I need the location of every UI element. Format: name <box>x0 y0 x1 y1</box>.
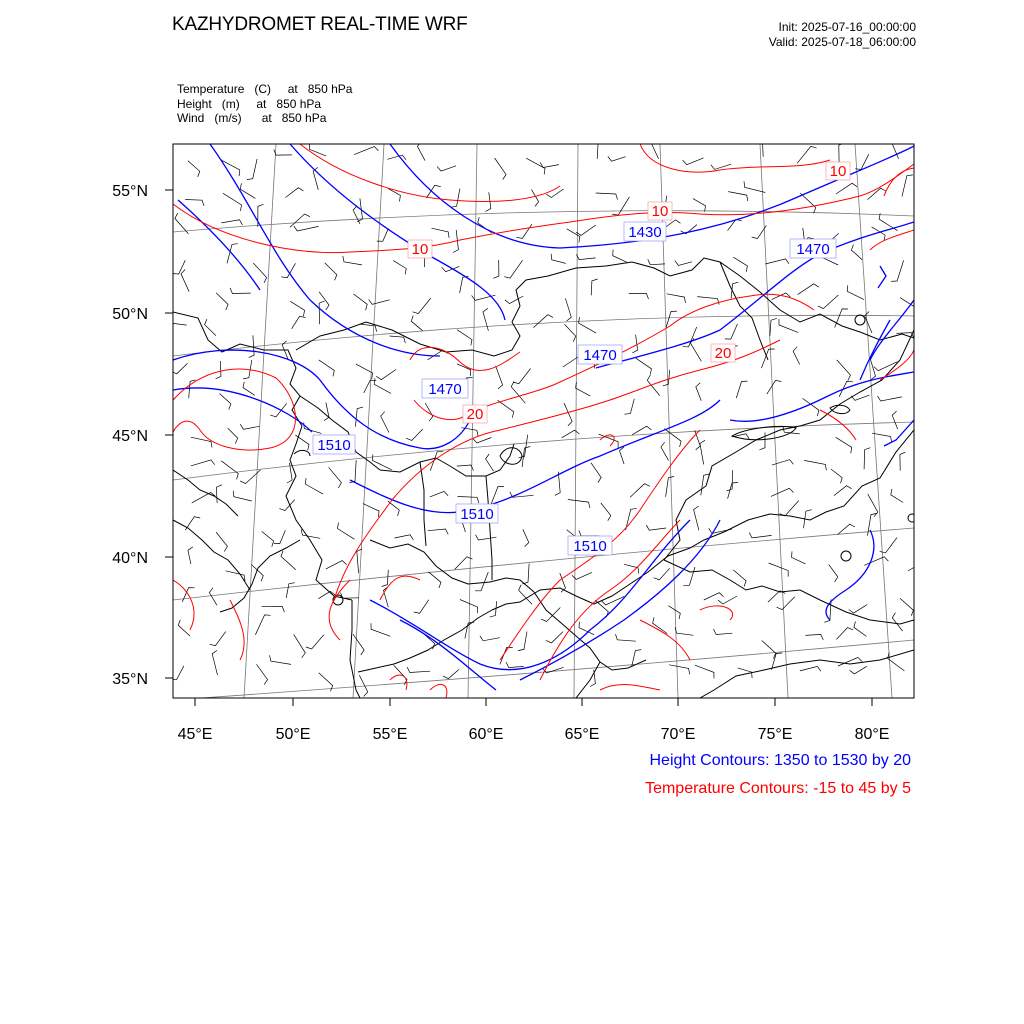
wind-barb <box>567 229 580 243</box>
wind-barb <box>831 469 842 483</box>
wind-barb <box>891 260 904 281</box>
wind-barb <box>522 447 530 467</box>
wind-barb <box>428 572 441 588</box>
wind-barb <box>532 190 539 207</box>
valid-time: Valid: 2025-07-18_06:00:00 <box>768 35 916 49</box>
wind-barb <box>209 588 217 606</box>
wind-barb <box>630 484 650 498</box>
height-label <box>790 239 836 258</box>
wind-barb <box>457 330 472 346</box>
wind-barb <box>690 338 701 361</box>
plot-frame <box>173 144 914 698</box>
lat-tick-labels <box>112 183 148 688</box>
lat-tick-label: 45°N <box>112 428 148 445</box>
wind-barb <box>847 285 864 299</box>
wind-barb <box>770 318 777 335</box>
wind-barb <box>326 561 347 569</box>
wind-barb <box>212 650 217 675</box>
wind-barb <box>417 142 425 161</box>
wind-barb <box>430 491 448 497</box>
temperature-contour-legend: Temperature Contours: -15 to 45 by 5 <box>645 780 911 797</box>
lat-tick-label: 35°N <box>112 671 148 688</box>
wind-barb <box>597 138 604 159</box>
temperature-label-text: 20 <box>714 345 732 362</box>
wind-barb <box>262 606 285 612</box>
height-label <box>313 435 355 454</box>
wind-barb <box>290 301 304 316</box>
wind-barb <box>460 600 478 614</box>
wind-barb <box>804 460 826 470</box>
wind-barb <box>838 657 862 666</box>
wind-barb <box>695 665 714 678</box>
wind-barb <box>564 403 572 426</box>
wind-barb <box>353 294 367 310</box>
wind-barb <box>767 380 782 394</box>
lon-tick-label: 65°E <box>564 726 600 743</box>
wind-barb <box>301 529 320 538</box>
wind-barb <box>596 193 618 200</box>
wind-barb <box>835 309 848 328</box>
wind-barb <box>908 561 930 571</box>
init-time: Init: 2025-07-16_00:00:00 <box>778 20 916 34</box>
lon-tick-label: 50°E <box>275 726 311 743</box>
field-unit: (m/s) <box>214 111 242 125</box>
wind-barb <box>475 572 488 591</box>
wind-barb <box>651 137 659 159</box>
lon-tick-label: 80°E <box>854 726 890 743</box>
wind-barb <box>568 500 590 508</box>
wind-barb <box>511 381 525 403</box>
wind-barb <box>382 570 389 587</box>
wind-barb <box>736 381 747 398</box>
wind-barb <box>356 364 373 379</box>
wind-barb <box>171 363 187 374</box>
wind-barb <box>414 600 429 614</box>
lon-tick-label: 60°E <box>468 726 504 743</box>
wind-barb <box>829 564 838 582</box>
wind-barb <box>257 664 268 684</box>
wind-barb <box>837 360 851 381</box>
wind-barb <box>221 220 242 225</box>
field-name: Wind <box>177 111 205 125</box>
lon-tick-label: 55°E <box>372 726 408 743</box>
wind-barb <box>565 298 571 321</box>
wind-barb <box>411 316 422 331</box>
lon-tick-labels <box>178 726 890 743</box>
wind-barb <box>226 571 245 581</box>
wind-barb <box>728 192 748 201</box>
height-label <box>456 504 498 523</box>
wind-barb <box>792 551 806 564</box>
wind-barb <box>451 189 460 208</box>
wind-barb <box>309 143 326 156</box>
wind-barb <box>632 335 637 353</box>
wind-barb <box>337 523 354 540</box>
wind-barb <box>704 593 724 600</box>
wind-barb <box>727 470 733 491</box>
wind-barb <box>718 596 737 604</box>
temperature-label <box>826 162 850 180</box>
wind-barb <box>696 383 702 401</box>
wind-barb <box>546 632 563 643</box>
wind-barb <box>262 531 274 546</box>
wind-barb <box>381 412 389 433</box>
wind-barb <box>878 396 902 401</box>
wind-barb <box>850 666 867 674</box>
lat-tick-label: 40°N <box>112 550 148 567</box>
height-label-text: 1510 <box>317 437 351 454</box>
wind-barb <box>666 476 675 496</box>
wind-barb <box>371 623 390 636</box>
height-label <box>568 536 612 555</box>
wind-barb <box>761 349 774 368</box>
wind-barb <box>759 433 765 450</box>
wind-barb <box>700 440 705 464</box>
wind-barb <box>216 532 227 552</box>
wind-barb <box>173 260 186 274</box>
wind-barb <box>562 430 580 438</box>
wind-barb <box>353 634 364 655</box>
height-contour-legend: Height Contours: 1350 to 1530 by 20 <box>649 752 911 769</box>
wind-barb <box>513 369 531 384</box>
wind-barb <box>612 197 629 215</box>
wind-barb <box>551 254 566 264</box>
field-level: 850 hPa <box>276 96 322 111</box>
wind-barb <box>390 336 406 343</box>
contour-labels <box>313 162 850 555</box>
wind-barb <box>319 360 335 376</box>
wind-barb <box>728 483 738 499</box>
wind-barb <box>694 506 699 530</box>
wind-barb <box>591 463 601 483</box>
wind-barb <box>395 535 414 540</box>
wind-barb <box>505 296 523 304</box>
lat-tick-label: 55°N <box>112 183 148 200</box>
wind-barb <box>576 225 596 235</box>
wind-barb <box>683 158 704 165</box>
wind-barb <box>798 284 819 295</box>
wind-barb <box>476 535 497 540</box>
wind-barb <box>800 666 821 671</box>
wind-barb <box>504 260 522 278</box>
wind-barb <box>763 139 769 156</box>
wind-barb <box>868 513 877 535</box>
wind-barb <box>210 632 226 646</box>
wind-barb <box>693 199 706 212</box>
wind-barb <box>243 382 255 396</box>
wind-barb <box>533 315 553 328</box>
wind-barb <box>216 293 228 310</box>
wind-barb <box>797 146 816 163</box>
wind-barb <box>221 461 238 480</box>
height-label-text: 1470 <box>428 381 462 398</box>
wind-barb <box>329 467 342 488</box>
wind-barb <box>407 667 430 672</box>
field-name: Temperature <box>177 82 245 96</box>
wind-barb <box>616 634 636 641</box>
wind-barb <box>169 317 186 325</box>
wind-barb <box>836 183 857 194</box>
wind-barb <box>836 437 852 453</box>
wind-barb <box>413 298 431 314</box>
wind-barb <box>189 380 196 398</box>
wind-barb <box>286 188 304 198</box>
wind-barb <box>900 298 915 313</box>
wind-barb <box>675 627 693 635</box>
wind-barb <box>376 369 396 379</box>
field-level: 850 hPa <box>281 111 327 125</box>
wind-barb <box>443 669 459 678</box>
height-label <box>422 379 468 398</box>
temperature-label <box>648 202 672 220</box>
wind-barb <box>294 634 306 657</box>
wind-barb <box>233 491 252 501</box>
wind-barb <box>733 257 747 272</box>
temperature-label <box>463 405 487 423</box>
field-height: Height (m) at 850 hPa <box>177 96 322 111</box>
wind-barb <box>480 636 500 641</box>
wind-barb <box>806 634 824 640</box>
temperature-label <box>711 344 735 362</box>
wind-barb <box>274 530 286 543</box>
height-label-text: 1510 <box>460 506 494 523</box>
wind-barb <box>579 530 599 536</box>
wind-barb <box>228 428 238 444</box>
field-unit: (m) <box>221 96 240 111</box>
wind-barb <box>646 525 666 530</box>
wind-barb <box>667 294 686 303</box>
wind-barb <box>426 185 440 198</box>
field-wind: Wind (m/s) at 850 hPa <box>177 111 327 125</box>
wind-barb <box>851 245 862 260</box>
temperature-label-text: 20 <box>466 406 484 423</box>
wind-barb <box>279 500 294 511</box>
temperature-label-text: 10 <box>411 241 429 258</box>
wind-barb <box>891 489 903 503</box>
lon-tick-label: 70°E <box>660 726 696 743</box>
wind-barb <box>406 429 423 441</box>
height-label-text: 1510 <box>573 538 607 555</box>
wind-barb <box>892 613 902 631</box>
wind-barb <box>648 259 665 264</box>
wind-barb <box>292 316 306 329</box>
wind-barb <box>191 460 215 466</box>
wind-barb <box>839 143 845 164</box>
lon-tick-label: 75°E <box>757 726 793 743</box>
wind-barb <box>498 400 514 417</box>
wind-barb <box>540 162 559 167</box>
height-label-text: 1430 <box>628 224 662 241</box>
field-name: Height <box>177 96 212 111</box>
wind-barb <box>374 378 391 393</box>
wind-barb <box>188 161 200 177</box>
wind-barb <box>765 259 789 264</box>
wind-barb <box>777 597 795 610</box>
wind-barb <box>192 492 216 503</box>
wind-barb <box>834 486 852 496</box>
wind-barb <box>251 565 263 582</box>
wind-barb <box>230 288 251 294</box>
wind-barb <box>620 447 625 464</box>
wind-barb <box>793 347 800 365</box>
wind-barb <box>892 411 898 429</box>
wind-barb <box>205 319 216 336</box>
wind-barb <box>305 478 323 494</box>
wind-barb <box>253 263 266 283</box>
wind-barb <box>495 158 507 180</box>
wind-barb <box>281 551 296 570</box>
wind-barb <box>486 454 494 471</box>
wind-barb <box>483 308 488 331</box>
wind-barb <box>629 293 649 299</box>
wind-barb <box>369 299 390 304</box>
wind-barb <box>363 504 379 517</box>
wind-barb <box>762 641 776 659</box>
wind-barb <box>221 160 240 176</box>
wind-barb <box>579 317 597 333</box>
wind-barb <box>601 503 611 521</box>
wind-barb <box>223 193 242 211</box>
lat-tick-label: 50°N <box>112 306 148 323</box>
lon-tick-label: 45°E <box>177 726 213 743</box>
wind-barb <box>255 615 270 635</box>
wind-barb <box>393 261 406 275</box>
wind-barb <box>516 224 532 238</box>
wind-barb <box>343 256 362 265</box>
height-label <box>624 222 666 241</box>
wind-barb <box>565 324 576 342</box>
wind-barb <box>900 452 906 470</box>
temperature-contours <box>173 144 914 698</box>
wind-barb <box>714 629 733 635</box>
wind-barb <box>181 270 189 292</box>
wind-barb <box>294 226 319 231</box>
wind-barb <box>220 394 231 410</box>
wind-barb <box>849 605 867 613</box>
wind-barb <box>306 635 324 649</box>
wind-barb <box>864 448 870 470</box>
wind-barb <box>437 166 456 171</box>
height-label-text: 1470 <box>796 241 830 258</box>
wind-barb <box>518 632 527 651</box>
wind-barb <box>216 361 221 379</box>
wind-barb <box>675 261 692 266</box>
wind-barb <box>591 279 597 295</box>
wind-barb <box>286 583 295 598</box>
wind-barb <box>749 533 771 538</box>
wind-barb <box>354 147 378 155</box>
wind-barb <box>839 381 853 397</box>
wind-barb <box>387 155 406 160</box>
wind-barb <box>900 598 913 616</box>
wind-barb <box>624 399 634 414</box>
wind-barb <box>496 366 503 389</box>
wind-barb <box>519 435 528 458</box>
wind-barb <box>274 150 292 156</box>
field-level: 850 hPa <box>307 82 353 96</box>
wind-barb <box>460 276 469 293</box>
wind-barb <box>546 189 563 198</box>
wind-barb <box>868 188 886 199</box>
field-temperature: Temperature (C) at 850 hPa <box>177 82 353 96</box>
country-borders <box>173 258 914 698</box>
wind-barb <box>902 175 913 197</box>
wind-barb <box>457 465 474 471</box>
wind-barb <box>270 655 291 664</box>
wind-barb <box>240 424 259 429</box>
wind-barb <box>341 593 360 599</box>
wind-barb <box>661 442 669 460</box>
wind-barb <box>668 606 680 619</box>
wind-barb <box>325 263 337 281</box>
wind-barb <box>725 324 738 339</box>
wind-barb <box>772 460 794 466</box>
wind-barb <box>865 312 872 334</box>
wind-barb <box>864 557 888 566</box>
wind-barb <box>769 563 789 577</box>
wind-barb <box>818 295 839 309</box>
temperature-label-text: 10 <box>829 163 847 180</box>
wind-barb <box>506 662 524 667</box>
wind-barb <box>324 403 329 421</box>
wind-barb <box>188 547 193 564</box>
wind-barb <box>836 628 853 640</box>
wind-barb <box>428 529 448 534</box>
wind-barb <box>290 214 310 227</box>
wind-barb <box>772 293 791 300</box>
wind-barb <box>270 403 286 417</box>
wind-barb <box>522 564 529 584</box>
wind-barb <box>664 429 681 447</box>
graticule <box>173 144 914 700</box>
field-unit: (C) <box>254 82 272 96</box>
wind-barb <box>458 497 479 504</box>
wind-barb <box>608 157 626 162</box>
temperature-label <box>408 240 432 258</box>
wind-barb <box>523 529 529 546</box>
wind-barb <box>178 620 190 636</box>
wind-barb <box>636 358 652 375</box>
wind-barb <box>800 193 816 213</box>
wind-barb <box>493 260 499 278</box>
wind-barb <box>669 665 690 675</box>
wind-barb <box>432 228 450 238</box>
wind-barb <box>304 423 322 434</box>
wind-barb <box>185 200 204 206</box>
wind-barb <box>733 570 746 587</box>
wind-barb <box>295 435 309 450</box>
height-label-text: 1470 <box>583 347 617 364</box>
wind-barb <box>473 438 492 444</box>
wind-barb <box>632 426 651 435</box>
temperature-label-text: 10 <box>651 203 669 220</box>
wind-barb <box>247 159 257 180</box>
wind-barb <box>576 254 595 259</box>
wind-barb <box>779 319 798 332</box>
wind-barb <box>663 370 670 386</box>
wind-barb <box>780 501 799 516</box>
wind-barb <box>613 250 627 263</box>
chart-title: KAZHYDROMET REAL-TIME WRF <box>172 14 468 35</box>
wind-barb <box>576 382 591 396</box>
wind-barb <box>771 488 794 496</box>
height-label <box>578 345 622 364</box>
wind-barb <box>654 568 670 580</box>
wind-barb <box>854 622 867 637</box>
